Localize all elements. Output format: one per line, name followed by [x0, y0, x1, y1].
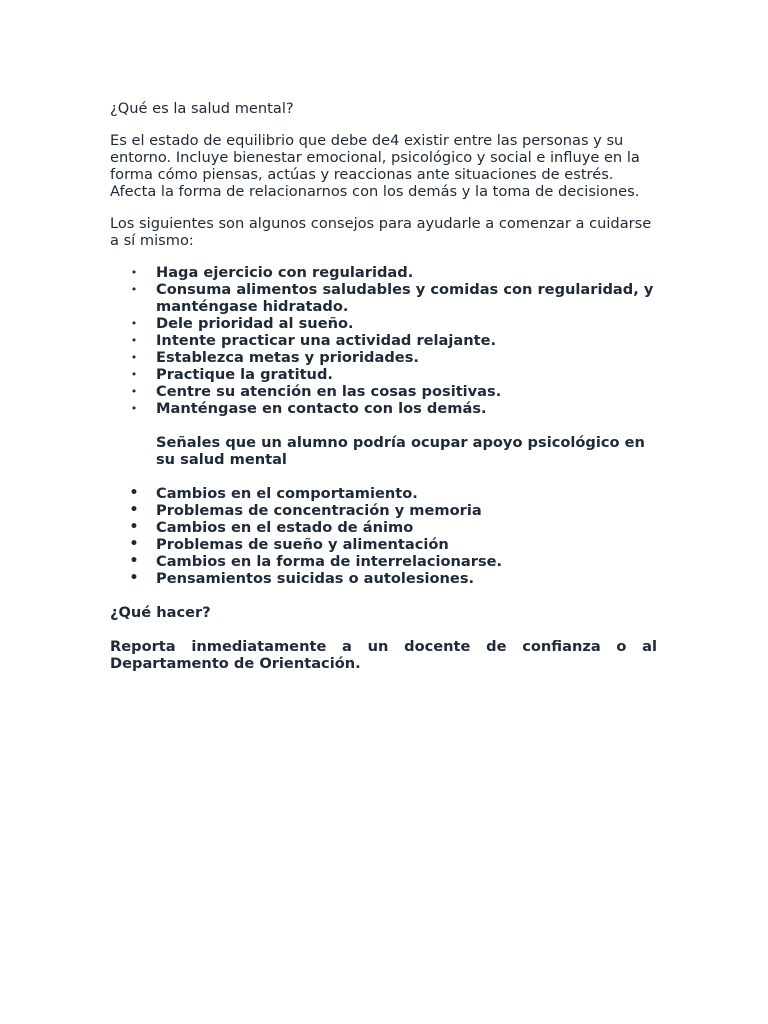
sign-text: Cambios en la forma de interrelacionarse.: [156, 553, 503, 570]
document-page: [110, 100, 657, 672]
tip-text: Haga ejercicio con regularidad.: [156, 264, 414, 281]
tip-text: Centre su atención en las cosas positivas.: [156, 383, 502, 400]
sign-text: Cambios en el estado de ánimo: [156, 519, 414, 536]
bullet-icon: •: [130, 351, 138, 364]
bullet-icon: •: [130, 317, 138, 330]
tip-text: Intente practicar una actividad relajante.: [156, 332, 497, 349]
list-item: [110, 536, 657, 553]
list-item: [110, 400, 657, 417]
bullet-icon: •: [130, 266, 138, 279]
list-item: [110, 281, 657, 315]
what-to-do-heading: ¿Qué hacer?: [110, 604, 211, 621]
intro-paragraph: Es el estado de equilibrio que debe de4 existir entre las personas y su entorno. Incluye bienestar emocional, psicológico y social e influye en la forma cómo piensas, actúas y reaccionas ante situaciones de estrés. Afecta la forma de relacionarnos con los demás y la toma de decisiones.: [110, 132, 640, 200]
tip-text: Establezca metas y prioridades.: [156, 349, 419, 366]
sign-text: Pensamientos suicidas o autolesiones.: [156, 570, 475, 587]
bullet-icon: •: [129, 536, 139, 552]
bullet-icon: •: [130, 283, 138, 296]
list-item: [110, 264, 657, 281]
list-item: [110, 485, 657, 502]
bullet-icon: •: [130, 334, 138, 347]
bullet-icon: •: [129, 570, 139, 586]
list-item: [110, 570, 657, 587]
list-item: [110, 383, 657, 400]
tips-list: [110, 264, 657, 417]
list-item: [110, 315, 657, 332]
page-title: ¿Qué es la salud mental?: [110, 100, 294, 117]
sign-text: Cambios en el comportamiento.: [156, 485, 418, 502]
tip-text: Dele prioridad al sueño.: [156, 315, 354, 332]
bullet-icon: •: [129, 502, 139, 518]
bullet-icon: •: [129, 553, 139, 569]
bullet-icon: •: [129, 485, 139, 501]
sign-text: Problemas de concentración y memoria: [156, 502, 482, 519]
bullet-icon: •: [129, 519, 139, 535]
list-item: [110, 519, 657, 536]
bullet-icon: •: [130, 402, 138, 415]
tips-intro-paragraph: Los siguientes son algunos consejos para ayudarle a comenzar a cuidarse a sí mismo:: [110, 215, 652, 249]
sign-text: Problemas de sueño y alimentación: [156, 536, 449, 553]
bullet-icon: •: [130, 368, 138, 381]
bullet-icon: •: [130, 385, 138, 398]
list-item: [110, 332, 657, 349]
tip-text: Manténgase en contacto con los demás.: [156, 400, 487, 417]
list-item: [110, 553, 657, 570]
signs-heading: Señales que un alumno podría ocupar apoyo psicológico en su salud mental: [156, 434, 645, 468]
signs-list: [110, 485, 657, 587]
tip-text: Consuma alimentos saludables y comidas con regularidad, y manténgase hidratado.: [156, 281, 654, 315]
list-item: [110, 366, 657, 383]
list-item: [110, 349, 657, 366]
tip-text: Practique la gratitud.: [156, 366, 333, 383]
report-paragraph: Reporta inmediatamente a un docente de confianza o al Departamento de Orientación.: [110, 638, 657, 672]
list-item: [110, 502, 657, 519]
